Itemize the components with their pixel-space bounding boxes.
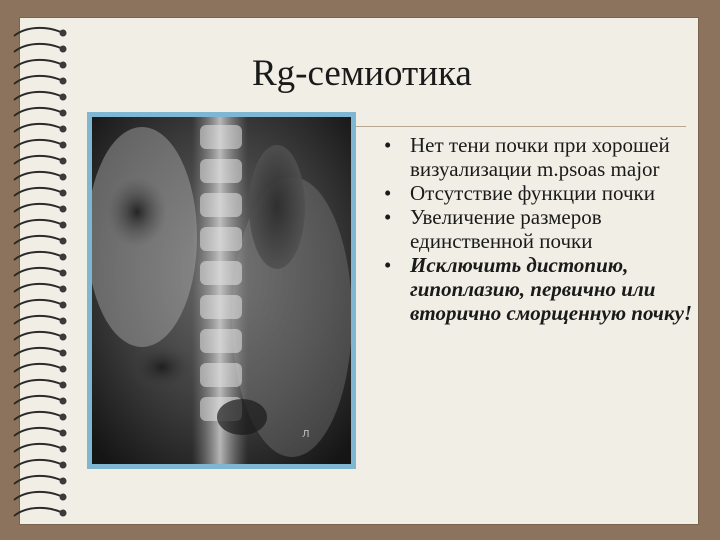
spiral-hole xyxy=(60,174,67,181)
spiral-ring xyxy=(14,268,61,276)
svg-text:Л: Л xyxy=(302,429,310,440)
spiral-ring xyxy=(14,444,61,452)
spiral-ring xyxy=(14,124,61,132)
spiral-ring xyxy=(14,428,61,436)
spiral-ring xyxy=(14,140,61,148)
spiral-hole xyxy=(60,462,67,469)
vertebra-shape xyxy=(200,363,242,387)
vertebra-shape xyxy=(200,295,242,319)
spiral-hole xyxy=(60,478,67,485)
title-divider xyxy=(330,126,686,127)
vertebra-shape xyxy=(200,125,242,149)
spiral-ring xyxy=(14,316,61,324)
spiral-hole xyxy=(60,206,67,213)
spiral-ring xyxy=(14,396,61,404)
vertebra-shape xyxy=(200,159,242,183)
spiral-ring xyxy=(14,44,61,52)
spiral-hole xyxy=(60,286,67,293)
spiral-ring xyxy=(14,108,61,116)
vertebra-shape xyxy=(200,261,242,285)
spiral-hole xyxy=(60,62,67,69)
bullet-dot: • xyxy=(384,133,392,157)
xray-image-frame xyxy=(87,112,356,469)
spiral-hole xyxy=(60,414,67,421)
spiral-ring xyxy=(14,92,61,100)
bullet-dot: • xyxy=(384,205,392,229)
spiral-hole xyxy=(60,46,67,53)
spiral-hole xyxy=(60,302,67,309)
spiral-ring xyxy=(14,508,61,516)
spiral-ring xyxy=(14,348,61,356)
bullet-dot: • xyxy=(384,253,392,277)
spiral-ring xyxy=(14,156,61,164)
spiral-hole xyxy=(60,254,67,261)
spiral-ring xyxy=(14,476,61,484)
spiral-ring xyxy=(14,412,61,420)
vertebra-shape xyxy=(200,227,242,251)
spiral-ring xyxy=(14,460,61,468)
spiral-ring xyxy=(14,492,61,500)
vertebra-shape xyxy=(200,193,242,217)
spiral-ring xyxy=(14,172,61,180)
spiral-hole xyxy=(60,382,67,389)
spiral-ring xyxy=(14,204,61,212)
spiral-hole xyxy=(60,270,67,277)
bullet-list xyxy=(380,133,700,325)
spiral-hole xyxy=(60,350,67,357)
spiral-hole xyxy=(60,494,67,501)
spiral-hole xyxy=(60,222,67,229)
spiral-ring xyxy=(14,284,61,292)
spiral-ring xyxy=(14,252,61,260)
spiral-hole xyxy=(60,238,67,245)
bullet-text: Увеличение размеров единственной почки xyxy=(410,205,602,253)
spiral-hole xyxy=(60,142,67,149)
bullet-item-emphasis xyxy=(380,253,700,325)
bullet-text: Исключить дистопию, гипоплазию, первично или вторично сморщенную почку! xyxy=(410,253,693,325)
spiral-hole xyxy=(60,510,67,517)
spiral-binding xyxy=(6,18,76,524)
spiral-ring xyxy=(14,380,61,388)
spiral-hole xyxy=(60,78,67,85)
spiral-ring xyxy=(14,236,61,244)
spiral-ring xyxy=(14,76,61,84)
spiral-ring xyxy=(14,28,61,36)
xray-image xyxy=(92,117,351,464)
spiral-hole xyxy=(60,366,67,373)
bullet-item xyxy=(380,205,700,253)
bullet-item xyxy=(380,181,700,205)
bullet-dot: • xyxy=(384,181,392,205)
spiral-ring xyxy=(14,364,61,372)
spiral-ring xyxy=(14,332,61,340)
spiral-hole xyxy=(60,110,67,117)
bullet-text: Нет тени почки при хорошей визуализации m.psoas major xyxy=(410,133,670,181)
spiral-hole xyxy=(60,30,67,37)
spiral-hole xyxy=(60,334,67,341)
spiral-ring xyxy=(14,188,61,196)
spiral-hole xyxy=(60,190,67,197)
spiral-hole xyxy=(60,446,67,453)
slide-title: Rg-семиотика xyxy=(252,53,472,94)
spiral-ring xyxy=(14,220,61,228)
spiral-hole xyxy=(60,126,67,133)
spiral-hole xyxy=(60,318,67,325)
spiral-ring xyxy=(14,300,61,308)
bullet-item xyxy=(380,133,700,181)
spiral-hole xyxy=(60,398,67,405)
spiral-hole xyxy=(60,430,67,437)
bullet-text: Отсутствие функции почки xyxy=(410,181,655,205)
spiral-hole xyxy=(60,158,67,165)
spiral-ring xyxy=(14,60,61,68)
vertebra-shape xyxy=(200,329,242,353)
spiral-hole xyxy=(60,94,67,101)
